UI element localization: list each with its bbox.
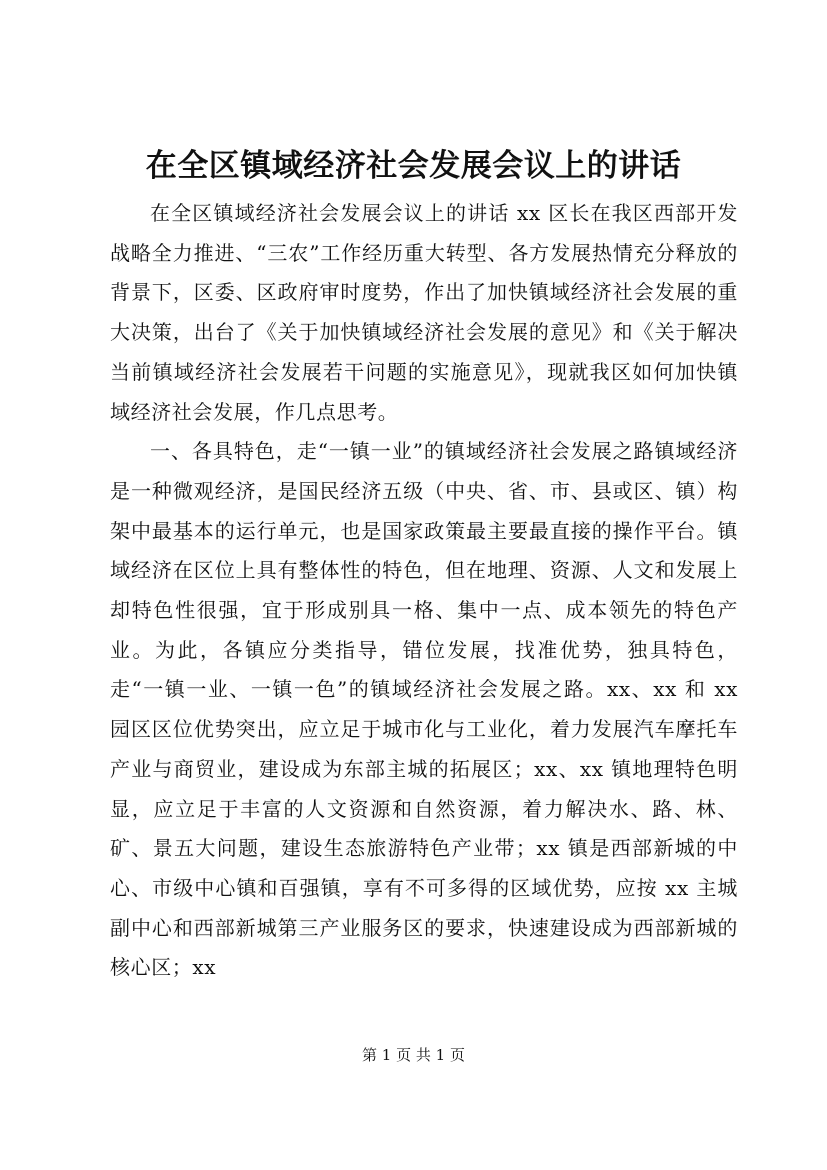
paragraph-intro: 在全区镇域经济社会发展会议上的讲话 xx 区长在我区西部开发战略全力推进、“三农”工作经历重大转型、各方发展热情充分释放的背景下，区委、区政府审时度势，作出了加快镇域经济社会发展的重大决策，出台了《关于加快镇域经济社会发展的意见》和《关于解决当前镇域经济社会发展若干问题的实施意见》，现就我区如何加快镇域经济社会发展，作几点思考。 [110,201,738,424]
document-title: 在全区镇域经济社会发展会议上的讲话 [145,148,682,184]
page-number-footer: 第 1 页 共 1 页 [362,1046,465,1064]
paragraph-section-one: 一、各具特色，走“一镇一业”的镇域经济社会发展之路镇域经济是一种微观经济，是国民经济五级（中央、省、市、县或区、镇）构架中最基本的运行单元，也是国家政策最主要最直接的操作平台。镇域经济在区位上具有整体性的特色，但在地理、资源、人文和发展上却特色性很强，宜于形成别具一格、集中一点、成本领先的特色产业。为此，各镇应分类指导，错位发展，找准优势，独具特色，走“一镇一业、一镇一色”的镇域经济社会发展之路。xx、xx 和 xx 园区区位优势突出，应立足于城市化与工业化，着力发展汽车摩托车产业与商贸业，建设成为东部主城的拓展区；xx、xx 镇地理特色明显，应立足于丰富的人文资源和自然资源，着力解决水、路、林、矿、景五大问题，建设生态旅游特色产业带；xx 镇是西部新城的中心、市级中心镇和百强镇，享有不可多得的区域优势，应按 xx 主城副中心和西部新城第三产业服务区的要求，快速建设成为西部新城的核心区；xx [110,439,738,980]
document-body [110,194,738,988]
